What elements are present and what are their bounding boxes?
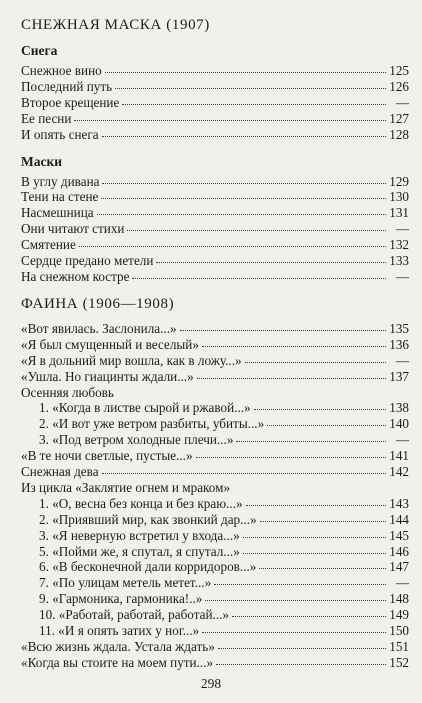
toc-list — [21, 174, 409, 285]
dot-leader — [127, 230, 386, 231]
entry-title: Ее песни — [21, 110, 72, 126]
toc-entry — [21, 79, 409, 95]
entry-title: «Когда вы стоите на моем пути...» — [21, 654, 214, 670]
entry-title: И опять снега — [21, 126, 99, 142]
entry-title: «Я был смущенный и веселый» — [21, 336, 199, 352]
dot-leader — [216, 664, 386, 665]
entry-title: 2. «Приявший мир, как звонкий дар...» — [39, 511, 257, 527]
toc-entry — [21, 639, 409, 655]
entry-page: — — [395, 221, 409, 237]
dot-leader — [197, 378, 386, 379]
entry-title: «Ушла. Но гиацинты ждали...» — [21, 368, 194, 384]
toc-entry — [21, 95, 409, 111]
toc-entry — [21, 544, 409, 560]
dot-leader — [246, 505, 386, 506]
dot-leader — [245, 362, 386, 363]
entry-page: 150 — [389, 623, 409, 639]
dot-leader — [115, 88, 386, 89]
entry-title: 10. «Работай, работай, работай...» — [39, 607, 230, 623]
entry-title: «Я в дольний мир вошла, как в ложу...» — [21, 352, 242, 368]
entry-page: 131 — [389, 205, 409, 221]
entry-page: 145 — [389, 527, 409, 543]
toc-entry — [21, 337, 409, 353]
toc-entry — [21, 353, 409, 369]
dot-leader — [132, 278, 386, 279]
toc-entry — [21, 512, 409, 528]
dot-leader — [102, 136, 386, 137]
toc-entry — [21, 369, 409, 385]
entry-page: 132 — [389, 237, 409, 253]
subgroup-title: Осенняя любовь — [21, 384, 114, 400]
entry-page: 133 — [389, 253, 409, 269]
toc-entry — [21, 623, 409, 639]
dot-leader — [74, 120, 386, 121]
entry-title: 9. «Гармоника, гармоника!..» — [39, 591, 203, 607]
entry-title: Снежное вино — [21, 63, 102, 78]
dot-leader — [243, 537, 386, 538]
dot-leader — [97, 214, 386, 215]
entry-page: — — [395, 94, 409, 110]
toc-entry — [21, 127, 409, 143]
entry-page: — — [395, 268, 409, 284]
entry-page: 130 — [389, 189, 409, 205]
toc-entry — [21, 496, 409, 512]
toc-entry — [21, 205, 409, 221]
entry-page: 146 — [389, 543, 409, 559]
entry-page: 144 — [389, 511, 409, 527]
entry-page: 152 — [389, 654, 409, 670]
subgroup-title: Из цикла «Заклятие огнем и мраком» — [21, 479, 231, 495]
dot-leader — [196, 457, 386, 458]
toc-list — [21, 400, 409, 448]
entry-page: 126 — [389, 78, 409, 94]
dot-leader — [180, 330, 386, 331]
dot-leader — [259, 568, 386, 569]
entry-page: 149 — [389, 607, 409, 623]
dot-leader — [232, 616, 386, 617]
entry-title: 7. «По улицам метель метет...» — [39, 575, 212, 591]
dot-leader — [79, 246, 386, 247]
toc-entry — [21, 111, 409, 127]
toc-entry — [21, 269, 409, 285]
entry-title: 11. «И я опять затих у ног...» — [39, 623, 200, 639]
entry-title: 1. «Когда в листве сырой и ржавой...» — [39, 400, 251, 416]
dot-leader — [243, 553, 386, 554]
toc-entry — [21, 221, 409, 237]
toc-entry — [21, 464, 409, 480]
entry-page: 143 — [389, 495, 409, 511]
entry-title: Второе крещение — [21, 94, 120, 110]
entry-page: 141 — [389, 448, 409, 464]
entry-page: 142 — [389, 464, 409, 480]
entry-title: На снежном костре — [21, 268, 130, 284]
dot-leader — [156, 262, 386, 263]
entry-title: Тени на стене — [21, 189, 99, 205]
entry-title: 2. «И вот уже ветром разбиты, убиты...» — [39, 416, 265, 432]
entry-title: Они читают стихи — [21, 221, 125, 237]
section-title: ФАИНА (1906—1908) — [21, 295, 175, 312]
dot-leader — [102, 473, 386, 474]
dot-leader — [122, 104, 386, 105]
toc-entry — [21, 655, 409, 671]
toc-entry — [21, 237, 409, 253]
dot-leader — [202, 346, 386, 347]
entry-title: Смятение — [21, 237, 76, 253]
toc-list — [21, 321, 409, 385]
entry-title: Сердце предано метели — [21, 253, 154, 269]
entry-title: 6. «В бесконечной дали корридоров...» — [39, 559, 257, 575]
entry-title: В углу дивана — [21, 173, 100, 189]
dot-leader — [205, 600, 386, 601]
entry-page: — — [395, 432, 409, 448]
entry-page: 140 — [389, 416, 409, 432]
group-title: Маски — [21, 153, 63, 169]
entry-title: «Вот явилась. Заслонила...» — [21, 320, 177, 336]
toc-entry — [21, 189, 409, 205]
entry-page: 125 — [389, 63, 409, 78]
toc-list — [21, 63, 409, 143]
entry-page: 137 — [389, 368, 409, 384]
dot-leader — [214, 584, 386, 585]
section-title: СНЕЖНАЯ МАСКА (1907) — [21, 17, 210, 33]
dot-leader — [102, 183, 386, 184]
entry-title: «Всю жизнь ждала. Устала ждать» — [21, 639, 215, 654]
dot-leader — [260, 521, 386, 522]
entry-page: — — [395, 352, 409, 368]
dot-leader — [267, 425, 386, 426]
entry-page: 136 — [389, 336, 409, 352]
entry-page: 151 — [389, 639, 409, 654]
toc-entry — [21, 253, 409, 269]
toc-list — [21, 639, 409, 671]
toc-entry — [21, 432, 409, 448]
dot-leader — [101, 198, 386, 199]
dot-leader — [254, 409, 386, 410]
toc-list — [21, 448, 409, 480]
toc-entry — [21, 591, 409, 607]
entry-page: 128 — [389, 126, 409, 142]
toc-entry — [21, 575, 409, 591]
dot-leader — [202, 632, 386, 633]
entry-title: 3. «Я неверную встретил у входа...» — [39, 527, 240, 543]
entry-page: 135 — [389, 320, 409, 336]
toc-list — [21, 496, 409, 639]
entry-title: Снежная дева — [21, 464, 99, 480]
toc-entry — [21, 400, 409, 416]
entry-title: «В те ночи светлые, пустые...» — [21, 448, 193, 464]
entry-page: 147 — [389, 559, 409, 575]
entry-page: — — [395, 575, 409, 591]
entry-title: 3. «Под ветром холодные плечи...» — [39, 432, 234, 448]
toc-entry — [21, 559, 409, 575]
toc-entry — [21, 607, 409, 623]
dot-leader — [218, 648, 386, 649]
entry-page: 127 — [389, 110, 409, 126]
entry-page: 138 — [389, 400, 409, 416]
entry-title: Насмешница — [21, 205, 94, 221]
entry-page: 129 — [389, 173, 409, 189]
toc-page — [21, 8, 409, 671]
toc-entry — [21, 528, 409, 544]
group-title: Снега — [21, 43, 58, 58]
dot-leader — [105, 72, 386, 73]
toc-entry — [21, 416, 409, 432]
toc-entry — [21, 448, 409, 464]
entry-page: 148 — [389, 591, 409, 607]
toc-entry — [21, 321, 409, 337]
entry-title: 5. «Пойми же, я спутал, я спутал...» — [39, 543, 240, 559]
toc-entry — [21, 174, 409, 190]
page-number: 298 — [200, 676, 222, 691]
entry-title: Последний путь — [21, 78, 113, 94]
entry-title: 1. «О, весна без конца и без краю...» — [39, 495, 243, 511]
dot-leader — [236, 441, 386, 442]
toc-entry — [21, 63, 409, 79]
